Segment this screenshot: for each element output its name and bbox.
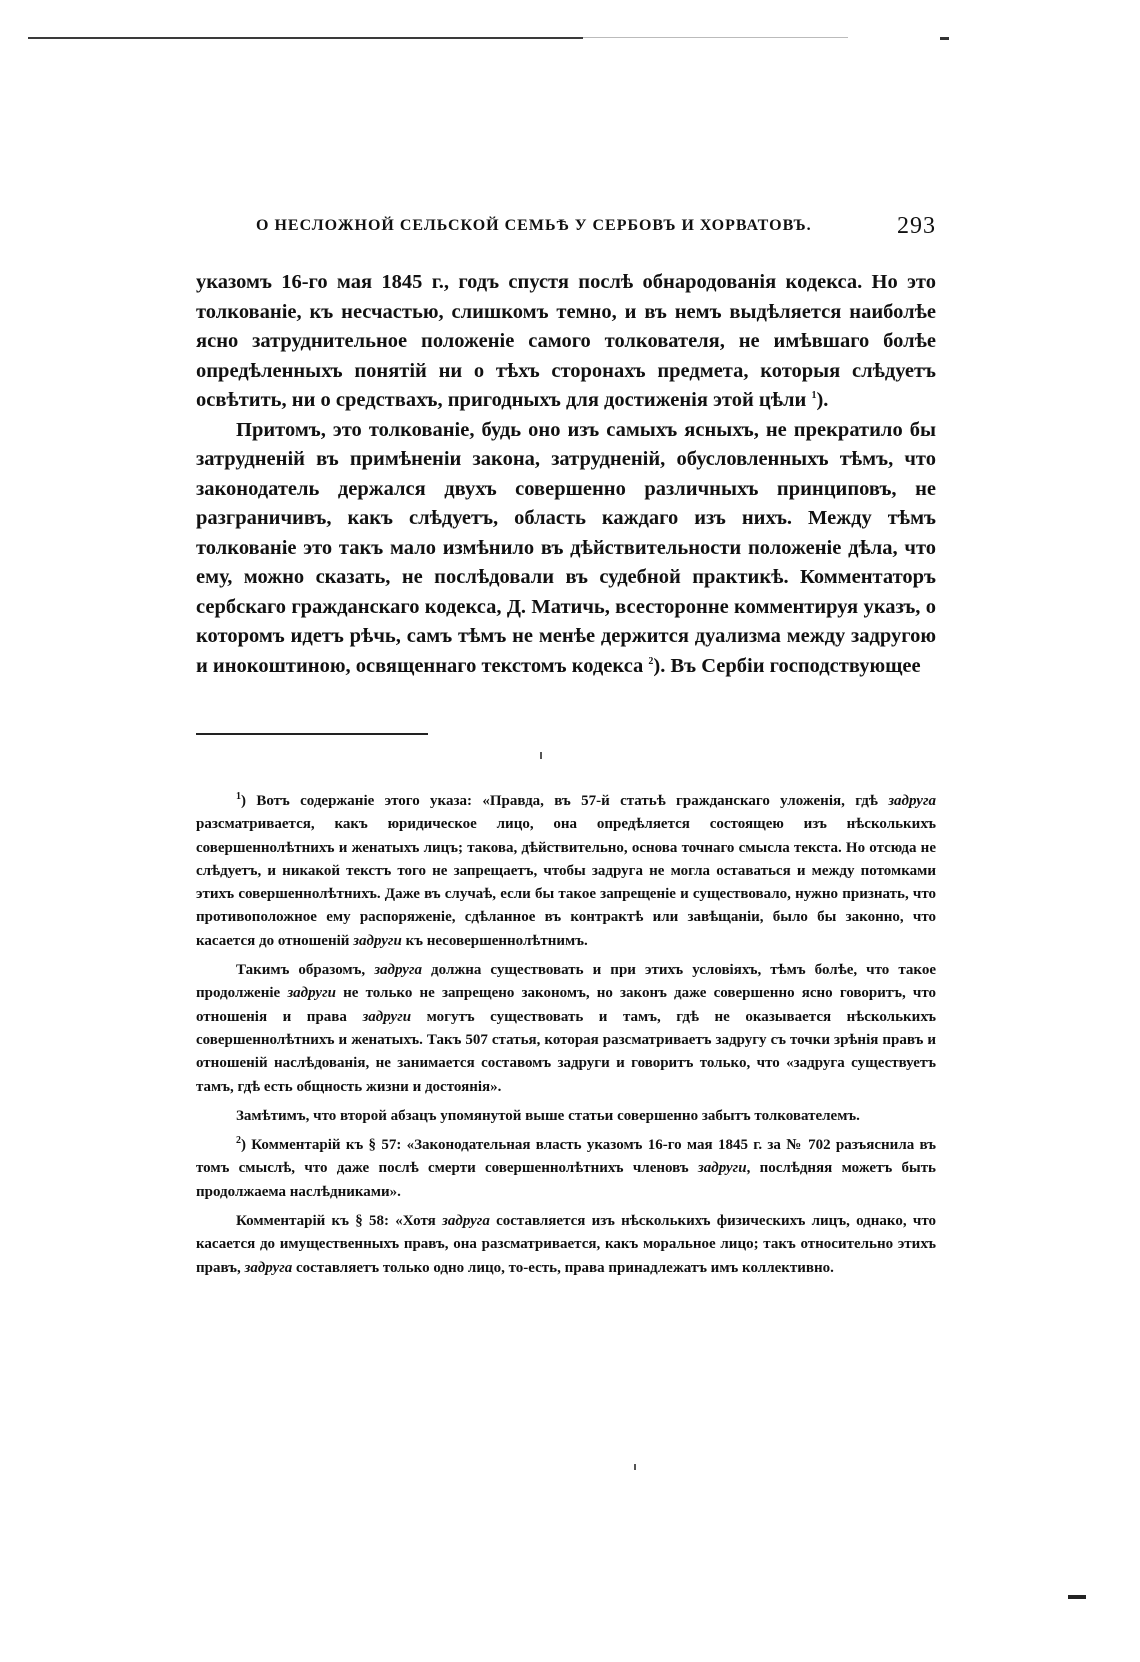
footnote-1-continued: Такимъ образомъ, задруга должна существовать и при этихъ условіяхъ, тѣмъ болѣе, что такое продолженіе задруги не только не запрещено закономъ, но законъ даже совершенно ясно говоритъ, что отношенія и права задруги могутъ существовать и тамъ, гдѣ не оказывается нѣсколькихъ совершеннолѣтнихъ и женатыхъ. Такъ 507 статья, которая разсматриваетъ задругу съ точки зрѣнія правъ и отношеній наслѣдованія, не занимается составомъ задруги и говоритъ только, что «задруга существуетъ тамъ, гдѣ есть общность жизни и достоянія». [196,962,937,1095]
footnote-1: $^1$) Вотъ содержаніе этого указа: «Правда, въ 57-й статьѣ гражданскаго уложенія, гдѣ задруга разсматривается, какъ юридическое лицо, она опредѣляется состоящею изъ нѣсколькихъ совершеннолѣтнихъ и женатыхъ лицъ; такова, дѣйствительно, основа точнаго смысла текста. Но отсюда не слѣдуетъ, и никакой текстъ того не запрещаетъ, чтобы задруга не могла оставаться и между потомками этихъ совершеннолѣтнихъ. Даже въ случаѣ, если бы такое запрещеніе и существовало, нужно признать, что противоположное ему распоряженіе, сдѣланное въ контрактѣ или завѣщаніи, было бы законно, что касается до отношеній задруги къ несовершеннолѣтнимъ. [196,791,936,949]
footnote-mark: 2 [236,1135,241,1147]
footnote-separator [196,733,428,735]
footnote-1-continued: Замѣтимъ, что второй абзацъ упомянутой выше статьи совершенно забытъ толкователемъ. [236,1107,860,1124]
scan-edge-rule-faint [583,37,848,38]
footnote-ref: 2 [648,655,654,667]
running-title: О НЕСЛОЖНОЙ СЕЛЬСКОЙ СЕМЬѢ У СЕРБОВЪ И ХОРВАТОВЪ. [256,217,812,234]
paragraph: Притомъ, это толкованіе, будь оно изъ самыхъ ясныхъ, не прекратило бы затрудненій въ примѣненіи закона, затрудненій, обусловленныхъ тѣмъ, что законодатель держался двухъ совершенно различныхъ принциповъ, не разграничивъ, какъ слѣдуетъ, область каждаго изъ нихъ. Между тѣмъ толкованіе это такъ мало измѣнило въ дѣйствительности положеніе дѣла, что ему, можно сказать, не послѣдовали въ судебной практикѣ. Комментаторъ сербскаго гражданскаго кодекса, Д. Матичь, всесторонне комментируя указъ, о которомъ идетъ рѣчь, самъ тѣмъ не менѣе держится дуализма между задругою и инокоштиною, освященнаго текстомъ кодекса $^2$). Въ Сербіи господствующее [196,418,936,677]
scan-mark [1068,1595,1086,1599]
page-number: 293 [897,213,936,239]
footnotes [196,790,936,1280]
running-header [256,213,936,243]
footnote-ref: 1 [811,390,817,402]
scan-mark [940,37,949,40]
scan-edge-rule [28,37,583,39]
scan-speck [540,752,542,759]
body-text [196,268,936,681]
paragraph: указомъ 16-го мая 1845 г., годъ спустя послѣ обнародованія кодекса. Но это толкованіе, къ несчастью, слишкомъ темно, и въ немъ выдѣляется наиболѣе ясно затруднительное положеніе самого толкователя, не имѣвшаго болѣе опредѣленныхъ понятій ни о тѣхъ сторонахъ предмета, которыя слѣдуетъ освѣтить, ни о средствахъ, пригодныхъ для достиженія этой цѣли $^1$). [196,271,936,411]
footnote-2: $^2$) Комментарій къ § 57: «Законодательная власть указомъ 16-го мая 1845 г. за № 702 разъяснила въ томъ смыслѣ, что даже послѣ смерти совершеннолѣтнихъ членовъ задруги, послѣдняя можетъ быть продолжаема наслѣдниками». [196,1135,936,1200]
footnote-mark: 1 [236,791,241,802]
scan-speck [634,1464,636,1470]
footnote-2-continued: Комментарій къ § 58: «Хотя задруга составляется изъ нѣсколькихъ физическихъ лицъ, однако, что касается до имущественныхъ правъ, она разсматривается, какъ моральное лицо; такъ относительно этихъ правъ, задруга составляетъ только одно лицо, то-есть, права принадлежатъ имъ коллективно. [196,1213,937,1276]
